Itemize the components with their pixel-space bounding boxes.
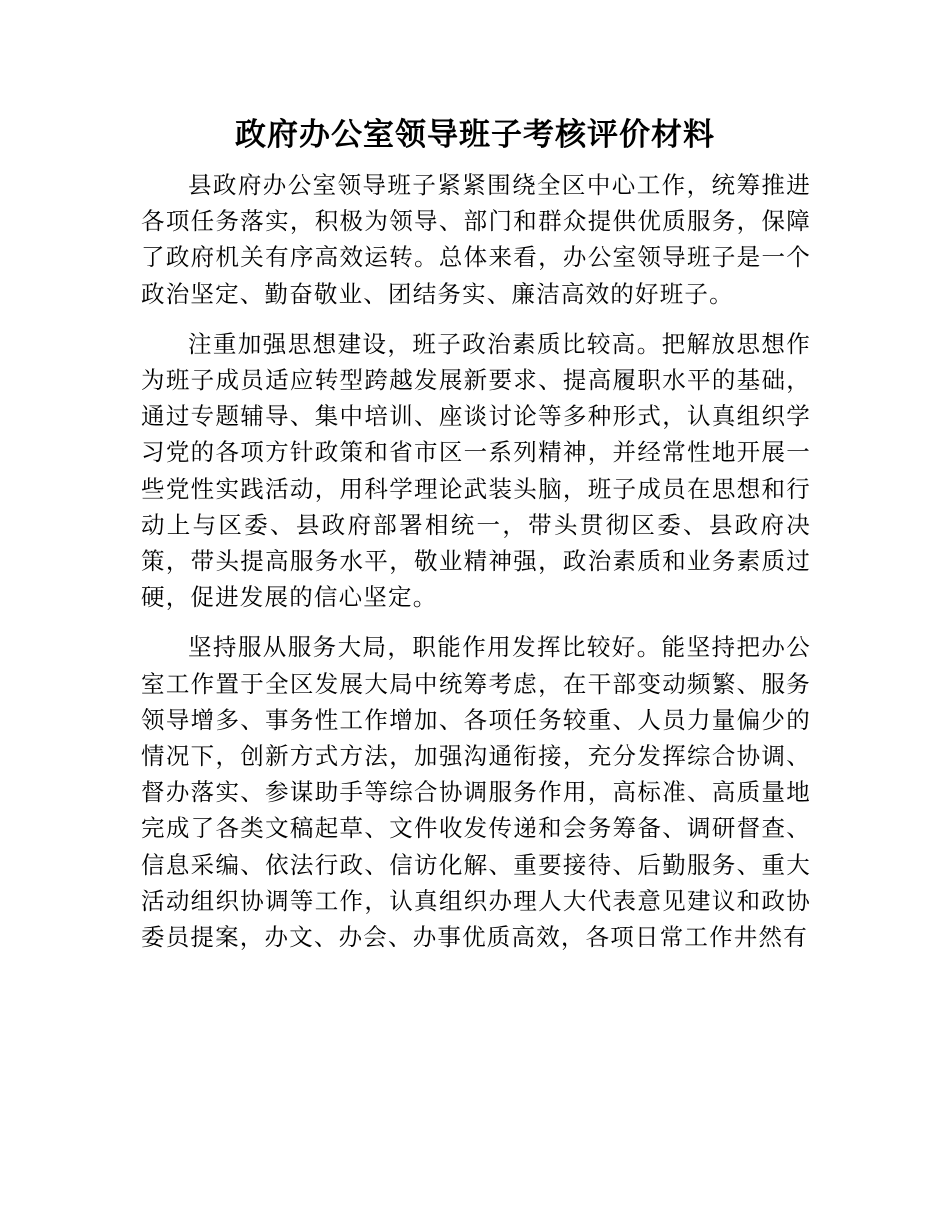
paragraph-ideology: 注重加强思想建设，班子政治素质比较高。把解放思想作为班子成员适应转型跨越发展新要求、提高履职水平的基础，通过专题辅导、集中培训、座谈讨论等多种形式，认真组织学习党的各项方针政策和省市区一系列精神，并经常性地开展一些党性实践活动，用科学理论武装头脑，班子成员在思想和行动上与区委、县政府部署相统一，带头贯彻区委、县政府决策，带头提高服务水平，敬业精神强，政治素质和业务素质过硬，促进发展的信心坚定。 — [141, 329, 811, 612]
document-body — [141, 167, 811, 969]
paragraph-service: 坚持服从服务大局，职能作用发挥比较好。能坚持把办公室工作置于全区发展大局中统筹考虑，在干部变动频繁、服务领导增多、事务性工作增加、各项任务较重、人员力量偏少的情况下，创新方式方法，加强沟通衔接，充分发挥综合协调、督办落实、参谋助手等综合协调服务作用，高标准、高质量地完成了各类文稿起草、文件收发传递和会务筹备、调研督查、信息采编、依法行政、信访化解、重要接待、后勤服务、重大活动组织协调等工作，认真组织办理人大代表意见建议和政协委员提案，办文、办会、办事优质高效，各项日常工作井然有 — [141, 633, 811, 952]
paragraph-intro: 县政府办公室领导班子紧紧围绕全区中心工作，统筹推进各项任务落实，积极为领导、部门和群众提供优质服务，保障了政府机关有序高效运转。总体来看，办公室领导班子是一个政治坚定、勤奋敬业、团结务实、廉洁高效的好班子。 — [141, 171, 811, 308]
document-title: 政府办公室领导班子考核评价材料 — [235, 117, 715, 153]
